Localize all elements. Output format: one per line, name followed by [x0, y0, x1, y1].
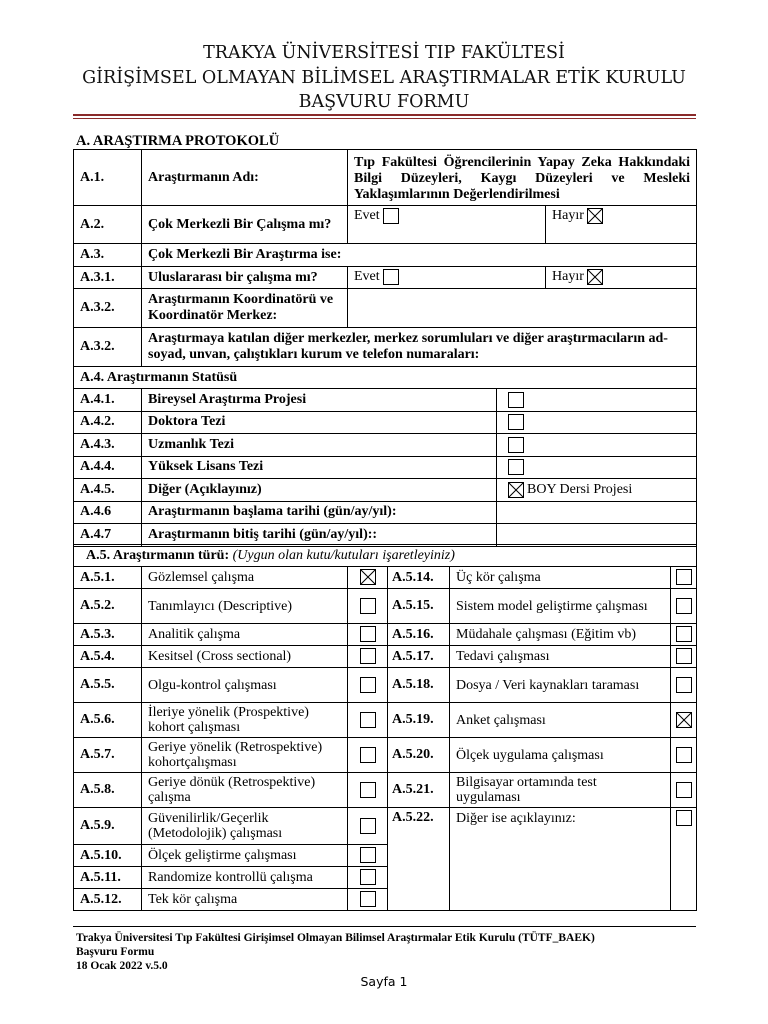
a47-label: Araştırmanın bitiş tarihi (gün/ay/yıl)::: [142, 523, 497, 546]
section-title: A. ARAŞTIRMA PROTOKOLÜ: [76, 133, 280, 149]
header-rule-thick: [73, 114, 696, 116]
a47-code: A.4.7: [74, 523, 142, 546]
row-a3: [74, 244, 697, 267]
a4-item-check-cell: [497, 479, 697, 502]
a4-item-row: [74, 479, 697, 502]
a5-left-check-cell: [348, 867, 388, 889]
a1-value: Tıp Fakültesi Öğrencilerinin Yapay Zeka Hakkındaki Bilgi Düzeyleri, Kaygı Düzeyleri ve Mesleki Yaklaşımlarının Değerlendirilmesi: [348, 150, 697, 206]
a5-right-code: A.5.17.: [388, 646, 450, 668]
a5-left-label: Güvenilirlik/Geçerlik (Metodolojik) çalışması: [142, 808, 348, 845]
a5-left-code: A.5.4.: [74, 646, 142, 668]
a4-item-label: Uzmanlık Tezi: [142, 434, 497, 457]
research-type-table: [73, 544, 697, 911]
a5-right-label: Anket çalışması: [450, 703, 671, 738]
a5-right-checkbox[interactable]: [676, 712, 692, 728]
a5-left-label: Gözlemsel çalışma: [142, 567, 348, 589]
a4-item-row: [74, 434, 697, 457]
a4-item-checkbox[interactable]: [508, 459, 524, 475]
a2-no-label: Hayır: [552, 208, 584, 224]
a4-item-label: Bireysel Araştırma Projesi: [142, 389, 497, 412]
a5-left-checkbox[interactable]: [360, 712, 376, 728]
a32b-code: A.3.2.: [74, 328, 142, 367]
a5-right-label: Dosya / Veri kaynakları taraması: [450, 668, 671, 703]
a47-value[interactable]: [497, 523, 697, 546]
footer-line-1: Trakya Üniversitesi Tıp Fakültesi Girişimsel Olmayan Bilimsel Araştırmalar Etik Kurulu (TÜTF_BAEK): [76, 932, 595, 944]
a5-row: [74, 668, 697, 703]
row-a32a: [74, 289, 697, 328]
a5-right-check-cell: [671, 773, 697, 808]
a5-right-label: Müdahale çalışması (Eğitim vb): [450, 624, 671, 646]
a5-right-checkbox[interactable]: [676, 598, 692, 614]
a5-left-label: Analitik çalışma: [142, 624, 348, 646]
a1-code: A.1.: [74, 150, 142, 206]
a5-right-label: Ölçek uygulama çalışması: [450, 738, 671, 773]
a2-no-checkbox[interactable]: [587, 208, 603, 224]
a2-yes-cell: [348, 206, 546, 244]
a5-left-check-cell: [348, 889, 388, 911]
a5-left-code: A.5.5.: [74, 668, 142, 703]
a31-no-label: Hayır: [552, 269, 584, 285]
a5-right-label: Tedavi çalışması: [450, 646, 671, 668]
a4-item-check-cell: [497, 434, 697, 457]
a5-left-checkbox[interactable]: [360, 847, 376, 863]
a4-item-row: [74, 411, 697, 434]
a5-left-code: A.5.11.: [74, 867, 142, 889]
a5-right-checkbox[interactable]: [676, 569, 692, 585]
footer: [76, 931, 595, 973]
a1-label: Araştırmanın Adı:: [142, 150, 348, 206]
a5-row: [74, 808, 697, 845]
a5-left-label: Olgu-kontrol çalışması: [142, 668, 348, 703]
a5-right-code: A.5.20.: [388, 738, 450, 773]
a5-left-label: İleriye yönelik (Prospektive) kohort çalışması: [142, 703, 348, 738]
a5-left-code: A.5.6.: [74, 703, 142, 738]
a4-item-checkbox[interactable]: [508, 437, 524, 453]
a32b-label: Araştırmaya katılan diğer merkezler, merkez sorumluları ve diğer araştırmacıların ad-soyad, unvan, çalıştıkları kurum ve telefon numaraları:: [142, 328, 697, 367]
a4-item-label: Yüksek Lisans Tezi: [142, 456, 497, 479]
a5-right-label: Üç kör çalışma: [450, 567, 671, 589]
a5-right-code: A.5.21.: [388, 773, 450, 808]
a5-left-checkbox[interactable]: [360, 818, 376, 834]
a4-item-note: BOY Dersi Projesi: [527, 481, 633, 497]
a5-left-checkbox[interactable]: [360, 677, 376, 693]
a5-left-checkbox[interactable]: [360, 626, 376, 642]
footer-rule: [73, 926, 696, 927]
protocol-table: [73, 149, 697, 547]
a32a-code: A.3.2.: [74, 289, 142, 328]
a4-item-label: Diğer (Açıklayınız): [142, 479, 497, 502]
a5-right-code: A.5.19.: [388, 703, 450, 738]
a4-item-code: A.4.3.: [74, 434, 142, 457]
a5-left-checkbox[interactable]: [360, 782, 376, 798]
a5-left-label: Tek kör çalışma: [142, 889, 348, 911]
a5-right-check-cell: [671, 703, 697, 738]
a5-right-checkbox[interactable]: [676, 810, 692, 826]
a4-items: [74, 389, 697, 502]
row-a4-title: [74, 367, 697, 389]
a5-left-checkbox[interactable]: [360, 648, 376, 664]
a46-label: Araştırmanın başlama tarihi (gün/ay/yıl):: [142, 501, 497, 523]
a5-row: [74, 738, 697, 773]
footer-line-2: Başvuru Formu: [76, 946, 155, 958]
a5-right-checkbox[interactable]: [676, 782, 692, 798]
a5-left-checkbox[interactable]: [360, 891, 376, 907]
a5-left-code: A.5.3.: [74, 624, 142, 646]
a2-label: Çok Merkezli Bir Çalışma mı?: [142, 206, 348, 244]
a5-left-code: A.5.7.: [74, 738, 142, 773]
a5-left-checkbox[interactable]: [360, 869, 376, 885]
a4-item-check-cell: [497, 389, 697, 412]
a5-right-checkbox[interactable]: [676, 648, 692, 664]
a5-left-code: A.5.10.: [74, 845, 142, 867]
a5-right-check-cell: [671, 567, 697, 589]
a5-title: A.5. Araştırmanın türü:: [86, 547, 230, 563]
a5-left-label: Ölçek geliştirme çalışması: [142, 845, 348, 867]
a5-right-code: A.5.16.: [388, 624, 450, 646]
a31-code: A.3.1.: [74, 267, 142, 289]
footer-line-3: 18 Ocak 2022 v.5.0: [76, 960, 168, 972]
a2-yes-label: Evet: [354, 208, 380, 224]
row-a5-title: [74, 545, 697, 567]
a5-left-check-cell: [348, 845, 388, 867]
a4-item-row: [74, 456, 697, 479]
a5-row: [74, 773, 697, 808]
a5-left-check-cell: [348, 738, 388, 773]
a5-left-check-cell: [348, 773, 388, 808]
a4-item-label: Doktora Tezi: [142, 411, 497, 434]
a5-left-checkbox[interactable]: [360, 569, 376, 585]
a46-code: A.4.6: [74, 501, 142, 523]
a4-title: A.4. Araştırmanın Statüsü: [74, 367, 697, 389]
a5-left-label: Tanımlayıcı (Descriptive): [142, 589, 348, 624]
a5-right-label: Diğer ise açıklayınız:: [450, 808, 671, 911]
a5-right-check-cell: [671, 808, 697, 911]
a5-right-checkbox[interactable]: [676, 626, 692, 642]
header-rule-thin: [73, 118, 696, 119]
a3-code: A.3.: [74, 244, 142, 267]
a5-row: [74, 703, 697, 738]
a31-no-cell: [546, 267, 697, 289]
a3-label: Çok Merkezli Bir Araştırma ise:: [142, 244, 697, 267]
a5-left-code: A.5.1.: [74, 567, 142, 589]
a5-right-code: A.5.14.: [388, 567, 450, 589]
a5-left-code: A.5.2.: [74, 589, 142, 624]
a5-left-check-cell: [348, 808, 388, 845]
a5-right-checkbox[interactable]: [676, 677, 692, 693]
a5-right-check-cell: [671, 668, 697, 703]
header-line-3: BAŞVURU FORMU: [298, 92, 470, 112]
a5-row: [74, 567, 697, 589]
a32a-value[interactable]: [348, 289, 697, 328]
a5-row: [74, 646, 697, 668]
row-a46: [74, 501, 697, 523]
a5-title-cell: [74, 545, 697, 567]
a5-row: [74, 589, 697, 624]
a4-item-check-cell: [497, 411, 697, 434]
row-a32b: [74, 328, 697, 367]
a5-right-code: A.5.22.: [388, 808, 450, 911]
a4-item-checkbox[interactable]: [508, 414, 524, 430]
a5-left-check-cell: [348, 567, 388, 589]
a5-left-check-cell: [348, 703, 388, 738]
a5-right-check-cell: [671, 589, 697, 624]
page-number: Sayfa 1: [360, 974, 408, 989]
a2-yes-checkbox[interactable]: [383, 208, 399, 224]
a46-value[interactable]: [497, 501, 697, 523]
a31-label: Uluslararası bir çalışma mı?: [142, 267, 348, 289]
row-a31: [74, 267, 697, 289]
a5-left-check-cell: [348, 589, 388, 624]
a4-item-code: A.4.4.: [74, 456, 142, 479]
a2-no-cell: [546, 206, 697, 244]
a5-left-checkbox[interactable]: [360, 747, 376, 763]
row-a2: [74, 206, 697, 244]
a5-right-check-cell: [671, 624, 697, 646]
a5-left-check-cell: [348, 668, 388, 703]
a5-left-label: Geriye yönelik (Retrospektive) kohortçalışması: [142, 738, 348, 773]
row-a1: [74, 150, 697, 206]
row-a47: [74, 523, 697, 546]
a5-hint: (Uygun olan kutu/kutuları işaretleyiniz): [232, 547, 455, 563]
header-line-1: TRAKYA ÜNİVERSİTESİ TIP FAKÜLTESİ: [203, 43, 565, 63]
a4-item-code: A.4.5.: [74, 479, 142, 502]
a4-item-code: A.4.2.: [74, 411, 142, 434]
a4-item-check-cell: [497, 456, 697, 479]
a5-left-code: A.5.9.: [74, 808, 142, 845]
a5-left-check-cell: [348, 624, 388, 646]
a4-item-checkbox[interactable]: [508, 482, 524, 498]
a5-left-label: Kesitsel (Cross sectional): [142, 646, 348, 668]
a5-left-check-cell: [348, 646, 388, 668]
a5-left-label: Randomize kontrollü çalışma: [142, 867, 348, 889]
a4-item-checkbox[interactable]: [508, 392, 524, 408]
a4-item-code: A.4.1.: [74, 389, 142, 412]
a5-row: [74, 624, 697, 646]
a32a-label: Araştırmanın Koordinatörü ve Koordinatör Merkez:: [142, 289, 348, 328]
a31-yes-cell: [348, 267, 546, 289]
a4-item-row: [74, 389, 697, 412]
a5-left-label: Geriye dönük (Retrospektive) çalışma: [142, 773, 348, 808]
a2-code: A.2.: [74, 206, 142, 244]
a31-yes-label: Evet: [354, 269, 380, 285]
a5-right-label: Sistem model geliştirme çalışması: [450, 589, 671, 624]
a5-left-code: A.5.12.: [74, 889, 142, 911]
a5-left-code: A.5.8.: [74, 773, 142, 808]
a5-right-check-cell: [671, 738, 697, 773]
a5-right-checkbox[interactable]: [676, 747, 692, 763]
header-line-2: GİRİŞİMSEL OLMAYAN BİLİMSEL ARAŞTIRMALAR ETİK KURULU: [82, 68, 686, 88]
a31-yes-checkbox[interactable]: [383, 269, 399, 285]
a31-no-checkbox[interactable]: [587, 269, 603, 285]
a5-left-checkbox[interactable]: [360, 598, 376, 614]
a5-rows: [74, 567, 697, 911]
a5-right-label: Bilgisayar ortamında test uygulaması: [450, 773, 671, 808]
a5-right-check-cell: [671, 646, 697, 668]
a5-right-code: A.5.15.: [388, 589, 450, 624]
a5-right-code: A.5.18.: [388, 668, 450, 703]
